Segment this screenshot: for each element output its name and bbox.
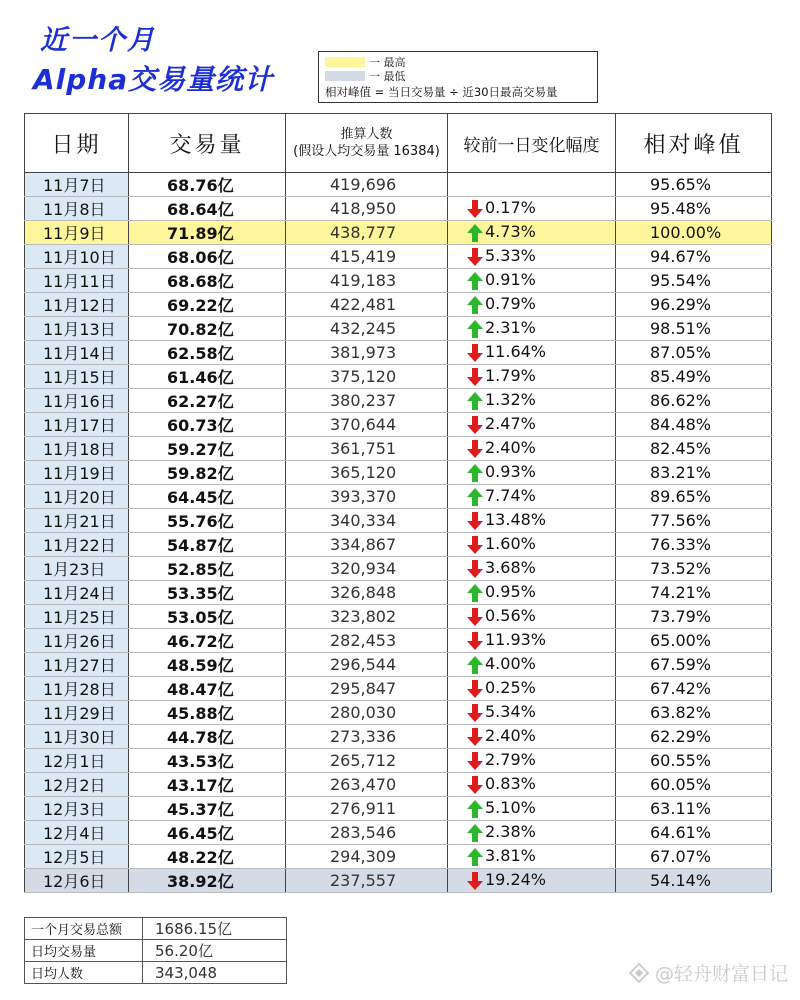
change-value: 0.56% (485, 606, 536, 626)
change-cell (448, 389, 616, 413)
arrow-down-icon (466, 415, 484, 435)
volume-cell: 69.22亿 (129, 293, 286, 317)
summary-label: 一个月交易总额 (25, 918, 143, 940)
arrow-down-icon (466, 751, 484, 771)
change-cell (448, 509, 616, 533)
users-cell: 273,336 (286, 725, 448, 749)
peak-cell: 94.67% (616, 245, 772, 269)
peak-cell: 73.79% (616, 605, 772, 629)
change-cell (448, 653, 616, 677)
change-value: 7.74% (485, 486, 536, 506)
volume-cell: 52.85亿 (129, 557, 286, 581)
date-cell: 11月11日 (25, 269, 129, 293)
change-value: 0.95% (485, 582, 536, 602)
legend-highest-label: 一 最高 (369, 55, 406, 69)
date-cell: 11月17日 (25, 413, 129, 437)
volume-cell: 59.27亿 (129, 437, 286, 461)
peak-cell: 95.54% (616, 269, 772, 293)
change-value: 5.10% (485, 798, 536, 818)
change-value: 13.48% (485, 510, 547, 530)
arrow-up-icon (466, 463, 484, 483)
date-cell: 11月10日 (25, 245, 129, 269)
volume-cell: 59.82亿 (129, 461, 286, 485)
users-cell: 265,712 (286, 749, 448, 773)
table-row (25, 605, 772, 629)
change-cell (448, 797, 616, 821)
date-cell: 11月25日 (25, 605, 129, 629)
users-cell: 295,847 (286, 677, 448, 701)
users-cell: 323,802 (286, 605, 448, 629)
volume-cell: 44.78亿 (129, 725, 286, 749)
change-value: 2.38% (485, 822, 536, 842)
table-row (25, 533, 772, 557)
users-cell: 365,120 (286, 461, 448, 485)
table-row (25, 845, 772, 869)
change-cell (448, 677, 616, 701)
header-users-line1: 推算人数 (340, 127, 393, 142)
arrow-up-icon (466, 847, 484, 867)
summary-row (25, 918, 287, 940)
users-cell: 334,867 (286, 533, 448, 557)
arrow-up-icon (466, 391, 484, 411)
table-row (25, 317, 772, 341)
change-cell (448, 437, 616, 461)
table-row (25, 701, 772, 725)
date-cell: 11月24日 (25, 581, 129, 605)
volume-table (24, 113, 772, 893)
peak-cell: 76.33% (616, 533, 772, 557)
table-row (25, 653, 772, 677)
peak-cell: 73.52% (616, 557, 772, 581)
watermark-text: @轻舟财富日记 (654, 963, 788, 985)
arrow-up-icon (466, 823, 484, 843)
table-row (25, 461, 772, 485)
header-date: 日期 (25, 114, 129, 173)
change-cell (448, 197, 616, 221)
date-cell: 11月20日 (25, 485, 129, 509)
page-title-line2: Alpha交易量统计 (33, 63, 274, 96)
volume-cell: 48.22亿 (129, 845, 286, 869)
header-change: 较前一日变化幅度 (448, 114, 616, 173)
peak-cell: 54.14% (616, 869, 772, 893)
table-row (25, 773, 772, 797)
table-row (25, 197, 772, 221)
volume-cell: 68.06亿 (129, 245, 286, 269)
users-cell: 320,934 (286, 557, 448, 581)
table-row (25, 869, 772, 893)
users-cell: 294,309 (286, 845, 448, 869)
volume-cell: 38.92亿 (129, 869, 286, 893)
peak-cell: 96.29% (616, 293, 772, 317)
summary-row (25, 940, 287, 962)
summary-table (24, 917, 287, 984)
date-cell: 12月5日 (25, 845, 129, 869)
peak-cell: 63.82% (616, 701, 772, 725)
peak-cell: 85.49% (616, 365, 772, 389)
date-cell: 12月6日 (25, 869, 129, 893)
arrow-up-icon (466, 583, 484, 603)
arrow-up-icon (466, 487, 484, 507)
change-cell (448, 869, 616, 893)
table-row (25, 389, 772, 413)
volume-cell: 46.45亿 (129, 821, 286, 845)
arrow-down-icon (466, 631, 484, 651)
peak-cell: 100.00% (616, 221, 772, 245)
change-value: 5.33% (485, 246, 536, 266)
date-cell: 11月16日 (25, 389, 129, 413)
page-title-line1: 近一个月 (40, 25, 156, 56)
change-value: 4.73% (485, 222, 536, 242)
date-cell: 11月18日 (25, 437, 129, 461)
change-value: 3.68% (485, 558, 536, 578)
volume-cell: 62.27亿 (129, 389, 286, 413)
arrow-down-icon (466, 439, 484, 459)
change-value: 1.32% (485, 390, 536, 410)
summary-body (25, 918, 287, 984)
arrow-down-icon (466, 559, 484, 579)
change-cell (448, 533, 616, 557)
volume-cell: 71.89亿 (129, 221, 286, 245)
table-row (25, 221, 772, 245)
peak-cell: 87.05% (616, 341, 772, 365)
date-cell: 11月7日 (25, 173, 129, 197)
change-value: 2.79% (485, 750, 536, 770)
table-header-row (25, 114, 772, 173)
volume-cell: 48.47亿 (129, 677, 286, 701)
date-cell: 12月4日 (25, 821, 129, 845)
users-cell: 326,848 (286, 581, 448, 605)
date-cell: 11月28日 (25, 677, 129, 701)
date-cell: 11月8日 (25, 197, 129, 221)
change-cell (448, 485, 616, 509)
date-cell: 11月15日 (25, 365, 129, 389)
change-cell (448, 821, 616, 845)
users-cell: 415,419 (286, 245, 448, 269)
date-cell: 11月9日 (25, 221, 129, 245)
change-value: 0.83% (485, 774, 536, 794)
date-cell: 11月12日 (25, 293, 129, 317)
legend-lowest-label: 一 最低 (369, 69, 406, 83)
arrow-up-icon (466, 655, 484, 675)
date-cell: 12月1日 (25, 749, 129, 773)
table-row (25, 485, 772, 509)
arrow-down-icon (466, 367, 484, 387)
watermark-logo-icon (629, 963, 649, 983)
peak-cell: 95.48% (616, 197, 772, 221)
summary-value: 56.20亿 (143, 940, 287, 962)
change-cell (448, 365, 616, 389)
change-cell (448, 293, 616, 317)
volume-cell: 53.05亿 (129, 605, 286, 629)
users-cell: 381,973 (286, 341, 448, 365)
change-value: 0.17% (485, 198, 536, 218)
peak-cell: 65.00% (616, 629, 772, 653)
date-cell: 11月21日 (25, 509, 129, 533)
change-cell (448, 845, 616, 869)
arrow-down-icon (466, 679, 484, 699)
users-cell: 361,751 (286, 437, 448, 461)
watermark (629, 959, 788, 986)
table-row (25, 749, 772, 773)
change-value: 19.24% (485, 870, 547, 890)
legend-lowest (325, 69, 406, 82)
change-value: 3.81% (485, 846, 536, 866)
arrow-down-icon (466, 199, 484, 219)
change-value: 0.25% (485, 678, 536, 698)
volume-cell: 54.87亿 (129, 533, 286, 557)
change-value: 2.40% (485, 726, 536, 746)
date-cell: 11月14日 (25, 341, 129, 365)
legend-lowest-swatch (325, 71, 365, 81)
table-row (25, 365, 772, 389)
users-cell: 418,950 (286, 197, 448, 221)
peak-cell: 64.61% (616, 821, 772, 845)
arrow-down-icon (466, 871, 484, 891)
peak-cell: 60.05% (616, 773, 772, 797)
users-cell: 340,334 (286, 509, 448, 533)
volume-cell: 48.59亿 (129, 653, 286, 677)
date-cell: 1月23日 (25, 557, 129, 581)
legend (318, 51, 598, 103)
volume-cell: 70.82亿 (129, 317, 286, 341)
change-value: 5.34% (485, 702, 536, 722)
date-cell: 11月30日 (25, 725, 129, 749)
table-row (25, 581, 772, 605)
volume-cell: 68.76亿 (129, 173, 286, 197)
table-row (25, 509, 772, 533)
change-value: 0.79% (485, 294, 536, 314)
summary-row (25, 962, 287, 984)
change-value: 0.91% (485, 270, 536, 290)
date-cell: 11月29日 (25, 701, 129, 725)
volume-cell: 43.17亿 (129, 773, 286, 797)
users-cell: 283,546 (286, 821, 448, 845)
volume-cell: 68.68亿 (129, 269, 286, 293)
date-cell: 11月26日 (25, 629, 129, 653)
volume-cell: 46.72亿 (129, 629, 286, 653)
users-cell: 280,030 (286, 701, 448, 725)
table-row (25, 821, 772, 845)
table-row (25, 557, 772, 581)
change-cell (448, 773, 616, 797)
change-cell (448, 245, 616, 269)
users-cell: 296,544 (286, 653, 448, 677)
users-cell: 370,644 (286, 413, 448, 437)
arrow-down-icon (466, 775, 484, 795)
arrow-down-icon (466, 607, 484, 627)
change-cell (448, 341, 616, 365)
date-cell: 11月22日 (25, 533, 129, 557)
users-cell: 393,370 (286, 485, 448, 509)
users-cell: 438,777 (286, 221, 448, 245)
users-cell: 282,453 (286, 629, 448, 653)
change-cell (448, 221, 616, 245)
table-row (25, 725, 772, 749)
users-cell: 276,911 (286, 797, 448, 821)
header-volume: 交易量 (129, 114, 286, 173)
arrow-down-icon (466, 703, 484, 723)
table-row (25, 677, 772, 701)
table-row (25, 293, 772, 317)
table-row (25, 797, 772, 821)
change-cell (448, 461, 616, 485)
table-row (25, 245, 772, 269)
users-cell: 422,481 (286, 293, 448, 317)
arrow-down-icon (466, 511, 484, 531)
legend-highest (325, 55, 406, 68)
users-cell: 419,183 (286, 269, 448, 293)
summary-value: 343,048 (143, 962, 287, 984)
legend-formula: 相对峰值 = 当日交易量 ÷ 近30日最高交易量 (325, 85, 558, 99)
peak-cell: 86.62% (616, 389, 772, 413)
users-cell: 432,245 (286, 317, 448, 341)
table-row (25, 341, 772, 365)
peak-cell: 60.55% (616, 749, 772, 773)
table-row (25, 629, 772, 653)
peak-cell: 67.59% (616, 653, 772, 677)
change-cell (448, 605, 616, 629)
change-value: 2.40% (485, 438, 536, 458)
volume-cell: 53.35亿 (129, 581, 286, 605)
volume-cell: 62.58亿 (129, 341, 286, 365)
change-cell (448, 173, 616, 197)
volume-cell: 61.46亿 (129, 365, 286, 389)
peak-cell: 89.65% (616, 485, 772, 509)
arrow-down-icon (466, 727, 484, 747)
change-cell (448, 269, 616, 293)
change-value: 1.79% (485, 366, 536, 386)
change-value: 2.31% (485, 318, 536, 338)
header-users (286, 114, 448, 173)
change-cell (448, 557, 616, 581)
peak-cell: 62.29% (616, 725, 772, 749)
table-row (25, 269, 772, 293)
table-row (25, 413, 772, 437)
change-value: 4.00% (485, 654, 536, 674)
arrow-down-icon (466, 247, 484, 267)
change-cell (448, 317, 616, 341)
table-body (25, 173, 772, 893)
arrow-up-icon (466, 295, 484, 315)
arrow-up-icon (466, 271, 484, 291)
arrow-down-icon (466, 535, 484, 555)
volume-cell: 55.76亿 (129, 509, 286, 533)
summary-label: 日均人数 (25, 962, 143, 984)
table-row (25, 437, 772, 461)
volume-cell: 64.45亿 (129, 485, 286, 509)
date-cell: 12月3日 (25, 797, 129, 821)
peak-cell: 84.48% (616, 413, 772, 437)
change-cell (448, 725, 616, 749)
peak-cell: 82.45% (616, 437, 772, 461)
date-cell: 11月19日 (25, 461, 129, 485)
peak-cell: 67.42% (616, 677, 772, 701)
change-cell (448, 629, 616, 653)
arrow-down-icon (466, 343, 484, 363)
arrow-up-icon (466, 799, 484, 819)
change-cell (448, 581, 616, 605)
change-value: 0.93% (485, 462, 536, 482)
peak-cell: 67.07% (616, 845, 772, 869)
table-row (25, 173, 772, 197)
legend-highest-swatch (325, 57, 365, 67)
peak-cell: 83.21% (616, 461, 772, 485)
peak-cell: 63.11% (616, 797, 772, 821)
date-cell: 11月27日 (25, 653, 129, 677)
change-value: 11.93% (485, 630, 547, 650)
summary-label: 日均交易量 (25, 940, 143, 962)
change-value: 11.64% (485, 342, 547, 362)
peak-cell: 95.65% (616, 173, 772, 197)
change-value: 1.60% (485, 534, 536, 554)
change-cell (448, 749, 616, 773)
users-cell: 375,120 (286, 365, 448, 389)
volume-cell: 43.53亿 (129, 749, 286, 773)
peak-cell: 74.21% (616, 581, 772, 605)
users-cell: 263,470 (286, 773, 448, 797)
peak-cell: 98.51% (616, 317, 772, 341)
change-cell (448, 701, 616, 725)
volume-cell: 45.88亿 (129, 701, 286, 725)
summary-value: 1686.15亿 (143, 918, 287, 940)
change-cell (448, 413, 616, 437)
change-value: 2.47% (485, 414, 536, 434)
arrow-up-icon (466, 319, 484, 339)
volume-cell: 68.64亿 (129, 197, 286, 221)
users-cell: 419,696 (286, 173, 448, 197)
header-peak: 相对峰值 (616, 114, 772, 173)
header-users-line2: (假设人均交易量 16384) (293, 144, 440, 159)
arrow-up-icon (466, 223, 484, 243)
volume-cell: 60.73亿 (129, 413, 286, 437)
users-cell: 237,557 (286, 869, 448, 893)
volume-cell: 45.37亿 (129, 797, 286, 821)
date-cell: 11月13日 (25, 317, 129, 341)
users-cell: 380,237 (286, 389, 448, 413)
peak-cell: 77.56% (616, 509, 772, 533)
date-cell: 12月2日 (25, 773, 129, 797)
